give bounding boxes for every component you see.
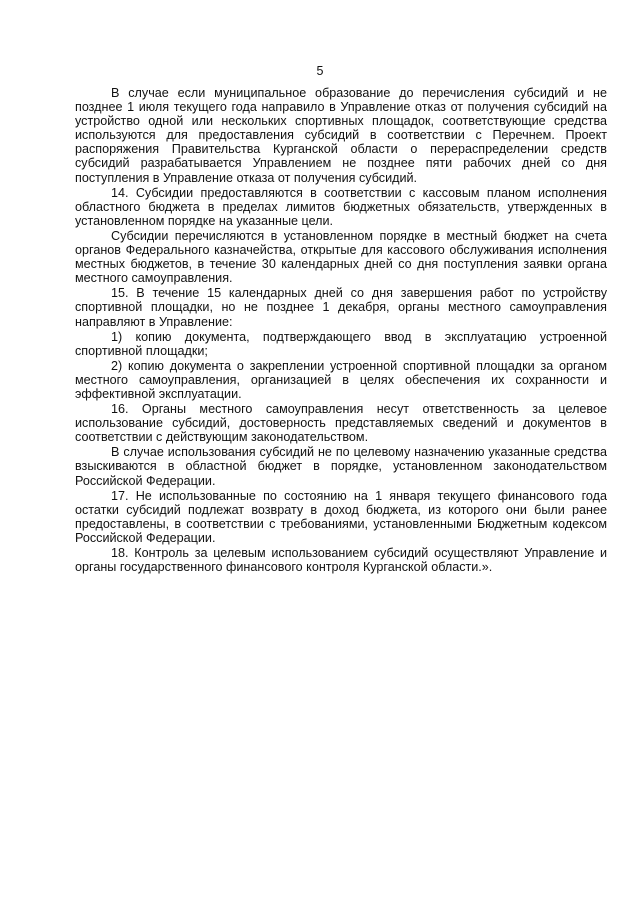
paragraph-15: 15. В течение 15 календарных дней со дня завершения работ по устройству спортивной площадки, но не позднее 1 декабря, органы местного самоуправления направляют в Управление:	[75, 286, 607, 329]
paragraph-misuse: В случае использования субсидий не по целевому назначению указанные средства взыскиваются в областной бюджет в порядке, установленном законодательством Российской Федерации.	[75, 445, 607, 488]
paragraph-18: 18. Контроль за целевым использованием субсидий осуществляют Управление и органы государственного финансового контроля Курганской области.».	[75, 546, 607, 575]
page-number: 5	[316, 64, 324, 78]
paragraph-14: 14. Субсидии предоставляются в соответствии с кассовым планом исполнения областного бюджета в пределах лимитов бюджетных обязательств, утвержденных в установленном порядке на указанные цели.	[75, 185, 607, 228]
list-item-2: 2) копию документа о закреплении устроенной спортивной площадки за органом местного самоуправления, организацией в целях обеспечения их сохранности и эффективной эксплуатации.	[75, 358, 607, 401]
paragraph-refusal-redistribution: В случае если муниципальное образование до перечисления субсидий и не позднее 1 июля текущего года направило в Управление отказ от получения субсидий на устройство одной или нескольких спортивных площадок, соответствующие средства используются для предоставления субсидий в соответствии с Перечнем. Проект распоряжения Правительства Курганской области о перераспределении средств субсидий разрабатывается Управлением не позднее пяти рабочих дней со дня поступления в Управление отказа от получения субсидий.	[75, 86, 607, 185]
paragraph-16: 16. Органы местного самоуправления несут ответственность за целевое использование субсидий, достоверность представляемых сведений и документов в соответствии с действующим законодательством.	[75, 402, 607, 445]
paragraph-17: 17. Не использованные по состоянию на 1 января текущего финансового года остатки субсидий подлежат возврату в доход бюджета, из которого они были ранее предоставлены, в соответствии с требованиями, установленными Бюджетным кодексом Российской Федерации.	[75, 488, 607, 545]
list-item-1: 1) копию документа, подтверждающего ввод в эксплуатацию устроенной спортивной площадки;	[75, 329, 607, 358]
paragraph-transfer: Субсидии перечисляются в установленном порядке в местный бюджет на счета органов Федерального казначейства, открытые для кассового обслуживания исполнения местных бюджетов, в течение 30 календарных дней со дня поступления заявки органа местного самоуправления.	[75, 228, 607, 286]
document-body	[75, 86, 607, 575]
